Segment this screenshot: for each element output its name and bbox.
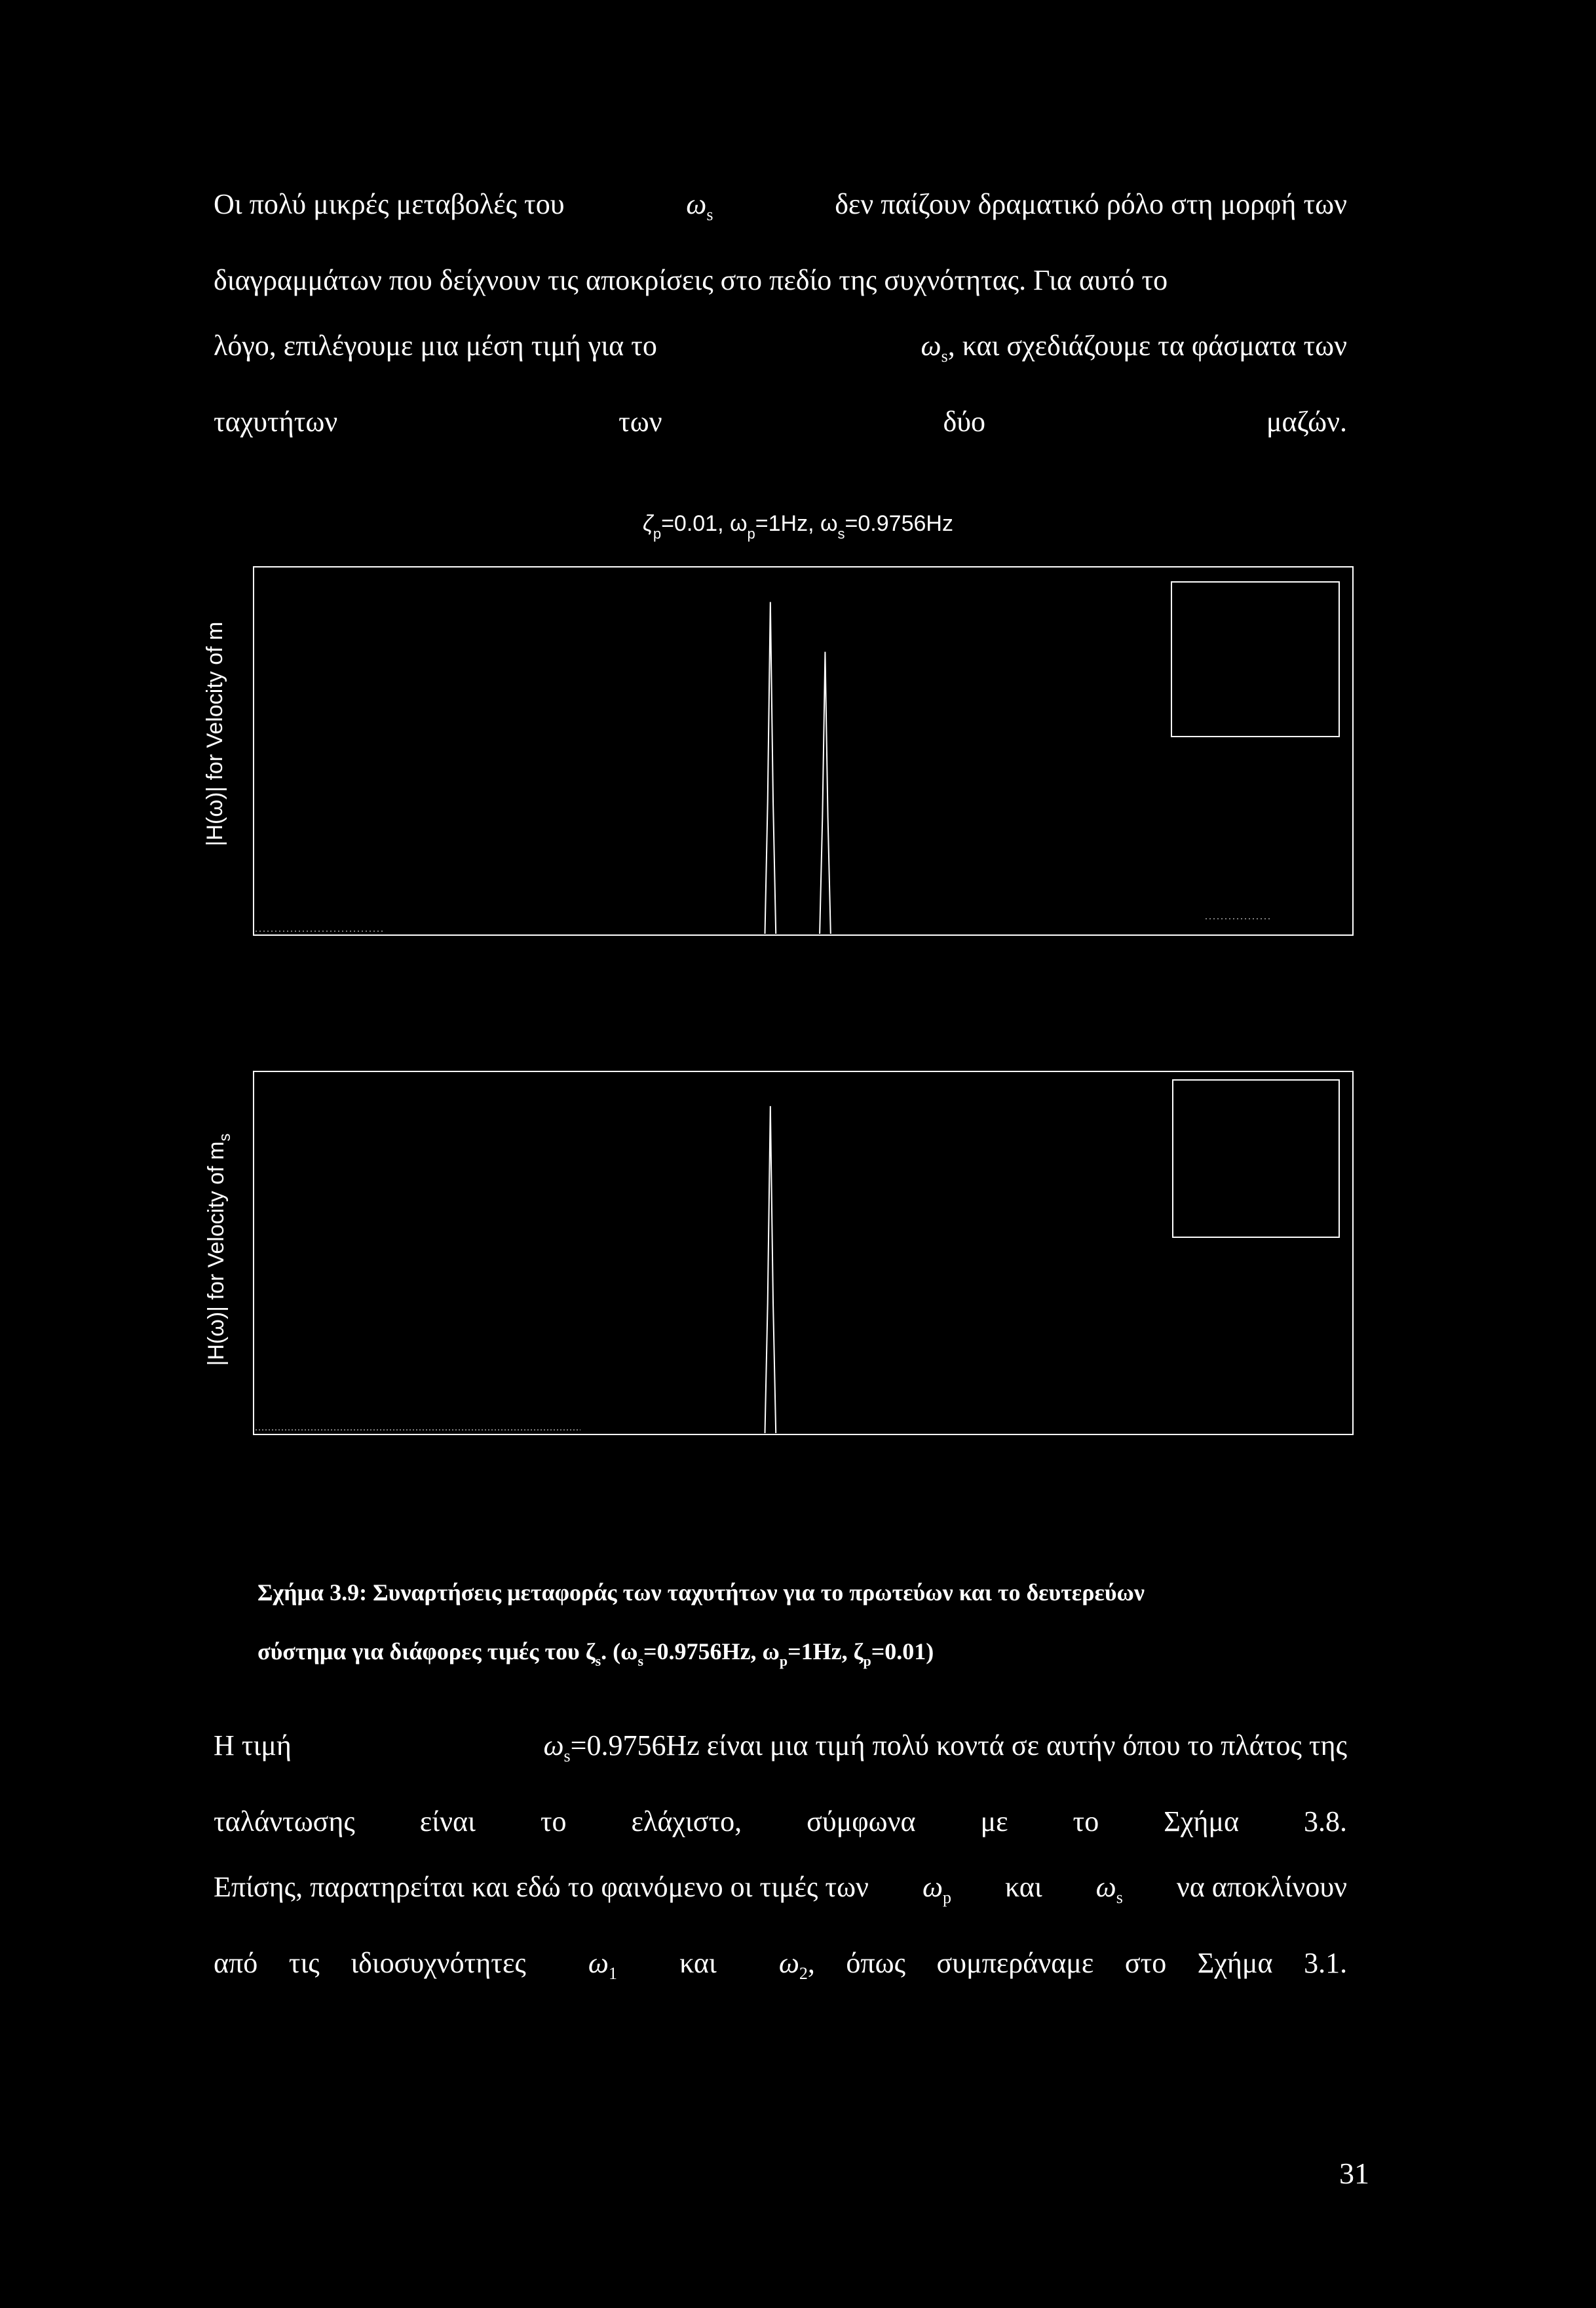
caption-line-2: σύστημα για διάφορες τιμές του $\zeta_s$. ($\omega_s=0.9756Hz$, $\omega_p=1Hz$, $\zeta_p=0.01$) (257, 1638, 934, 1669)
bottom-plot-ylabel: |H(ω)| for Velocity of $m_s$ (204, 1133, 234, 1366)
plot-1-series-2-line (820, 652, 831, 934)
bottom-plot (253, 1071, 1354, 1436)
figure-caption (257, 1563, 1306, 1691)
plot-2-series-1-line (765, 1106, 776, 1433)
caption-line-1: Σχήμα 3.9: Συναρτήσεις μεταφοράς των ταχυτήτων για το πρωτεύων και το δευτερεύων (257, 1579, 1145, 1606)
body-paragraph (214, 1713, 1347, 2007)
body-line-3: Επίσης, παρατηρείται και εδώ το φαινόμενο οι τιμές των $\omega_p$ και $\omega_s$ να αποκλίνουν (214, 1871, 1347, 1907)
body-line-4: από τις ιδιοσυχνότητες $\omega_1$ και $\omega_2$, όπως συμπεράναμε στο Σχήμα 3.1. (214, 1947, 1348, 1983)
intro-line-3: λόγο, επιλέγουμε μια μέση τιμή για το $\omega_s$, και σχεδιάζουμε τα φάσματα των (214, 330, 1347, 366)
top-plot-frame (254, 567, 1353, 935)
bottom-plot-frame (254, 1071, 1353, 1434)
top-plot-ylabel: |H(ω)| for Velocity of m (202, 621, 227, 847)
top-plot-legend-box (1171, 582, 1339, 737)
intro-line-4: ταχυτήτων των δύο μαζών. (214, 406, 1347, 438)
bottom-plot-legend-box (1173, 1080, 1339, 1237)
body-line-2: ταλάντωσης είναι το ελάχιστο, σύμφωνα με το Σχήμα 3.8. (214, 1805, 1347, 1837)
figure-title: $\zeta_p=0.01$, $\omega_p=1Hz$, $\omega_s=0.9756Hz$ (643, 511, 953, 542)
body-line-1: Η τιμή $\omega_s=0.9756Hz$ είναι μια τιμή πολύ κοντά σε αυτήν όπου το πλάτος της (214, 1729, 1347, 1765)
intro-line-1: Οι πολύ μικρές μεταβολές του $\omega_s$ δεν παίζουν δραματικό ρόλο στη μορφή των (214, 188, 1347, 224)
top-plot (253, 566, 1354, 936)
plot-1-series-1-line (765, 602, 776, 934)
intro-line-2: διαγραμμάτων που δείχνουν τις αποκρίσεις στο πεδίο της συχνότητας. Για αυτό το (214, 264, 1168, 296)
page-number: 31 (1339, 2157, 1369, 2190)
intro-paragraph (214, 172, 1347, 455)
